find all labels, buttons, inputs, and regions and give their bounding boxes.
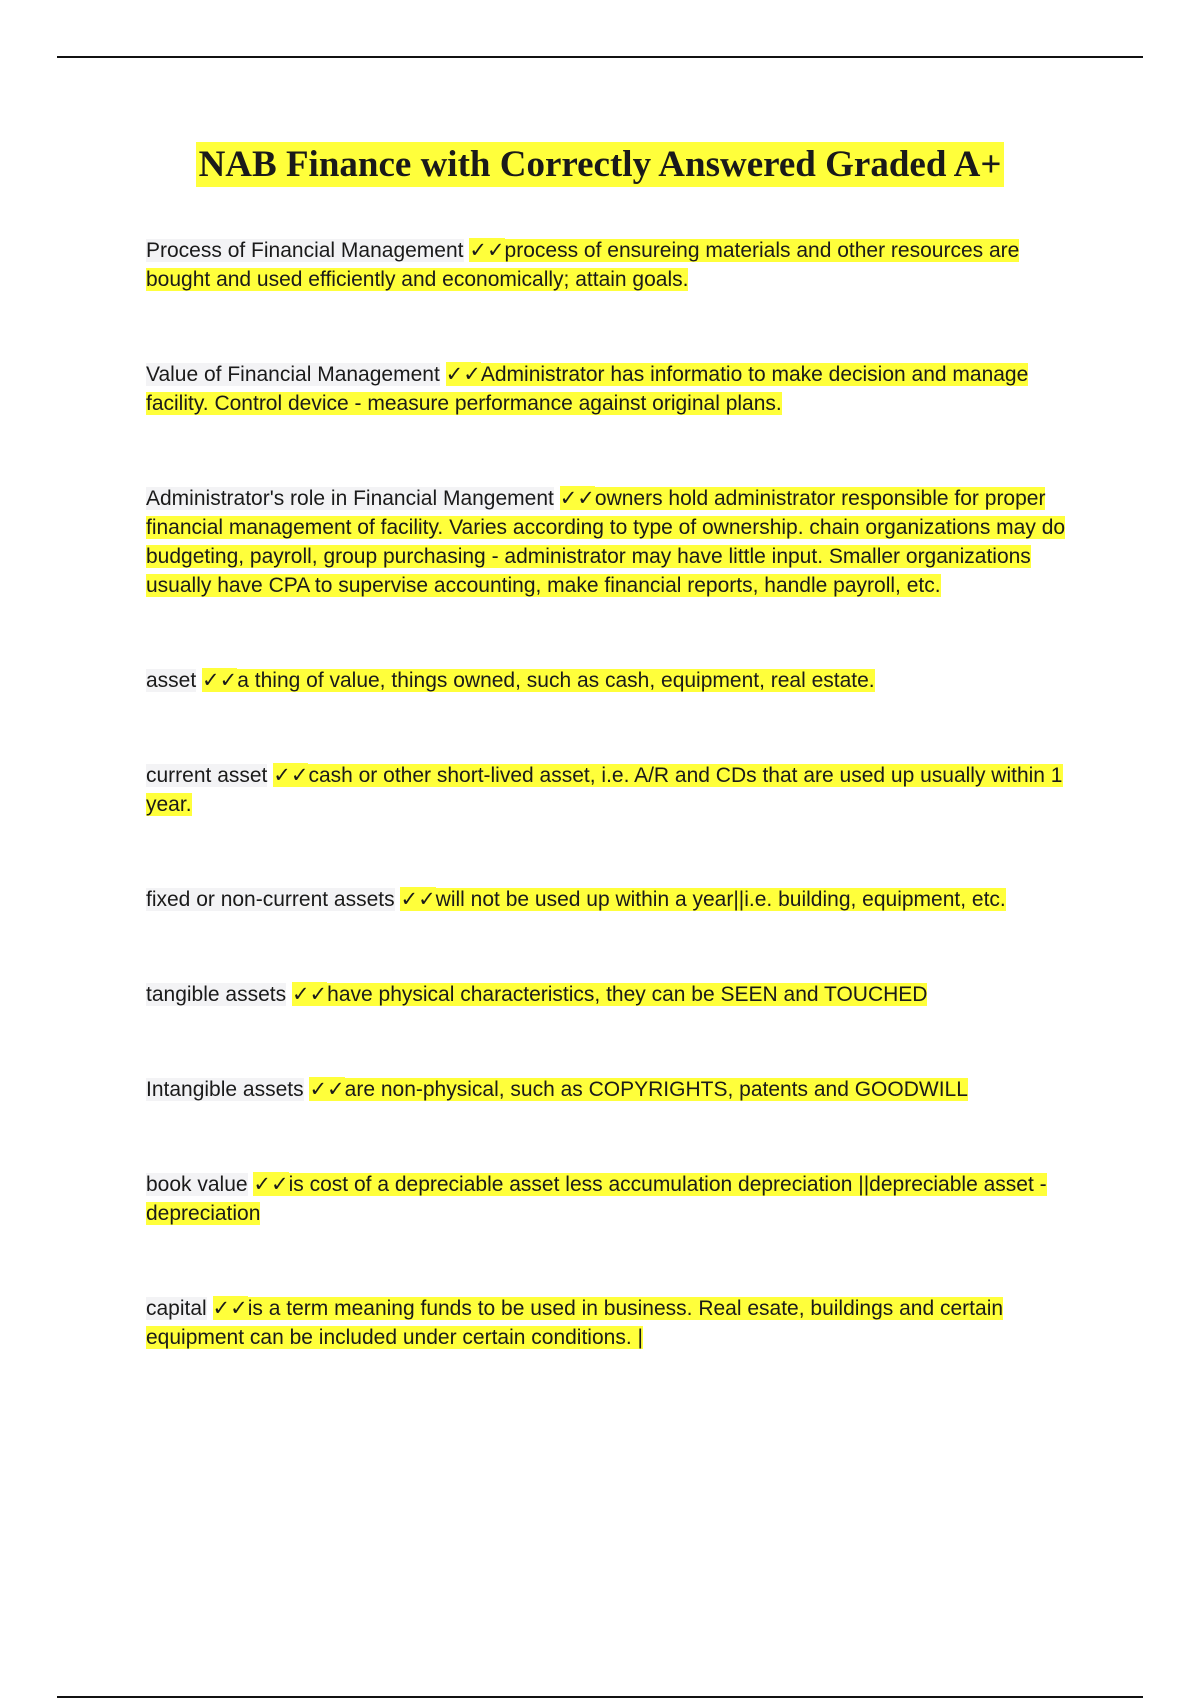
list-item [146,1170,1086,1228]
list-item [146,1075,1086,1104]
list-item [146,980,1086,1009]
entry-definition: Administrator has informatio to make decision and manage facility. Control device - measure performance against original plans. [146,363,1029,415]
entry-term: Administrator's role in Financial Mangement [146,487,554,510]
entry-term: current asset [146,764,268,787]
list-item [146,761,1086,819]
double-check-icon: ✓✓ [291,982,328,1006]
double-check-icon: ✓✓ [400,887,436,911]
double-check-icon: ✓✓ [202,668,238,692]
entry-definition: process of ensureing materials and other resources are bought and used efficiently and economically; attain goals. [146,239,1020,291]
list-item [146,666,1086,695]
entry-definition: are non-physical, such as COPYRIGHTS, patents and GOODWILL [344,1078,968,1101]
entry-definition: will not be used up within a year||i.e. building, equipment, etc. [435,888,1006,911]
double-check-icon: ✓✓ [559,486,595,510]
list-item [146,1294,1086,1352]
flashcard-list [146,236,1086,1352]
entry-definition: owners hold administrator responsible for proper financial management of facility. Varies according to type of ownership. chain organizations may do budgeting, payroll, group purchasing - administrator may have little input. Smaller organizations usually have CPA to supervise accounting, make financial reports, handle payroll, etc. [146,487,1066,597]
entry-term: book value [146,1173,248,1196]
document-title-text: NAB Finance with Correctly Answered Graded A+ [196,142,1005,187]
entry-term: capital [146,1297,207,1320]
double-check-icon: ✓✓ [309,1077,345,1101]
list-item [146,484,1086,600]
entry-term: Process of Financial Management [146,239,464,262]
entry-term: tangible assets [146,983,287,1006]
entry-definition: have physical characteristics, they can be SEEN and TOUCHED [327,983,928,1006]
bottom-divider [57,1696,1143,1698]
document-title [0,140,1200,190]
entry-term: asset [146,669,197,692]
double-check-icon: ✓✓ [273,763,309,787]
list-item [146,885,1086,914]
double-check-icon: ✓✓ [253,1172,289,1196]
list-item [146,236,1086,294]
entry-definition: a thing of value, things owned, such as cash, equipment, real estate. [237,669,875,692]
entry-definition: is cost of a depreciable asset less accumulation depreciation ||depreciable asset - depreciation [146,1173,1047,1225]
double-check-icon: ✓✓ [469,238,505,262]
top-divider [57,56,1143,58]
entry-definition: is a term meaning funds to be used in business. Real esate, buildings and certain equipment can be included under certain conditions. | [146,1297,1004,1349]
entry-term: Value of Financial Management [146,363,440,386]
double-check-icon: ✓✓ [212,1296,248,1320]
entry-term: Intangible assets [146,1078,304,1101]
entry-term: fixed or non-current assets [146,888,395,911]
list-item [146,360,1086,418]
double-check-icon: ✓✓ [445,362,481,386]
entry-definition: cash or other short-lived asset, i.e. A/R and CDs that are used up usually within 1 year. [146,764,1063,816]
